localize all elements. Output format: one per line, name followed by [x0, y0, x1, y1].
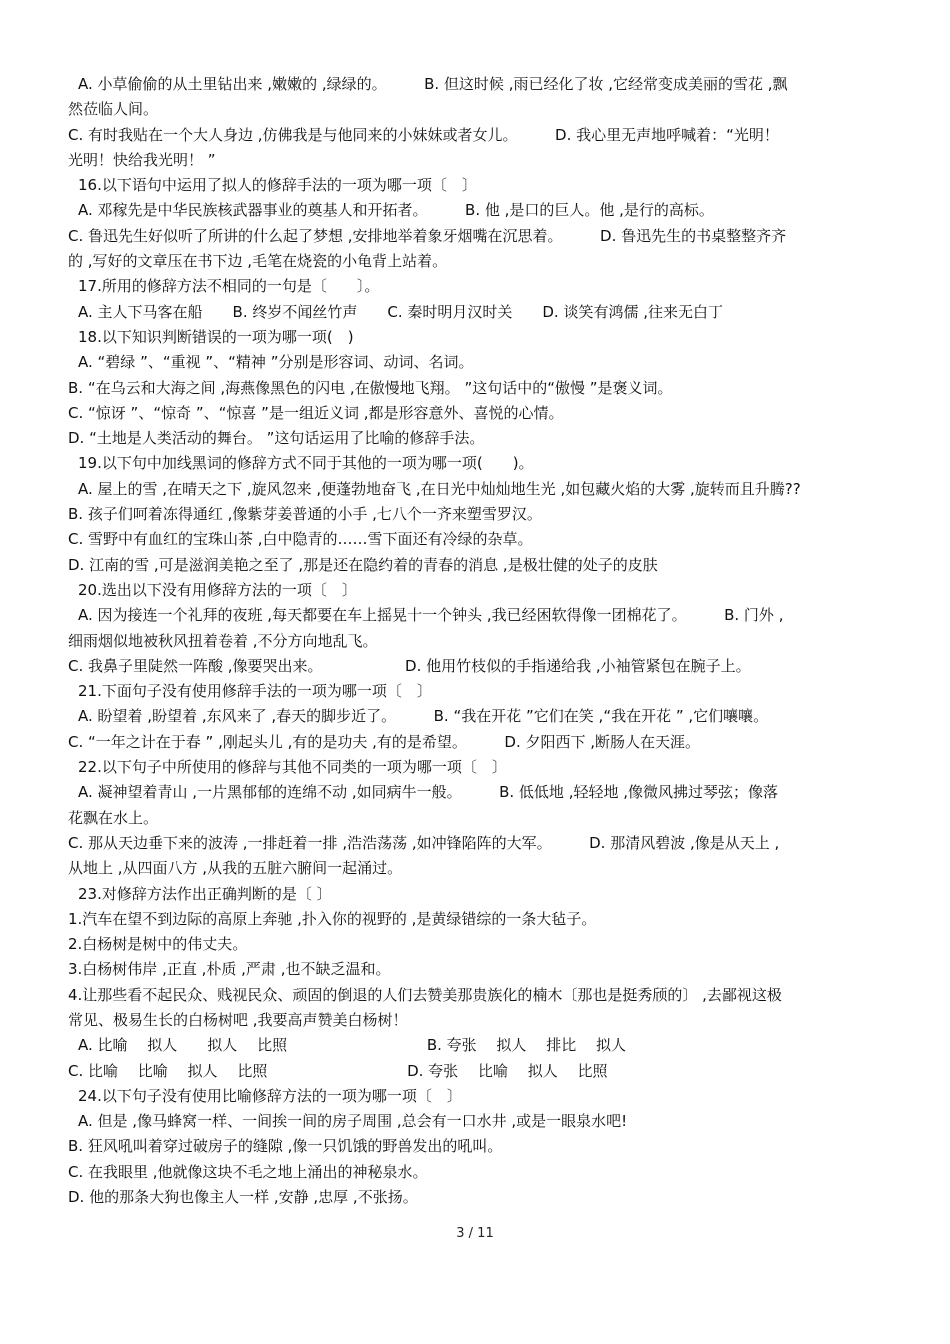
text-line: 1.汽车在望不到边际的高原上奔驰 ,扑入你的视野的 ,是黄绿错综的一条大毡子。 [68, 909, 597, 928]
text-line: 23.对修辞方法作出正确判断的是〔 〕 [78, 884, 332, 903]
text-line: 常见、极易生长的白杨树吧 ,我要高声赞美白杨树！ [68, 1010, 408, 1029]
text-line: A. “碧绿 ”、“重视 ”、“精神 ”分别是形容词、动词、名词。 [78, 353, 474, 372]
text-line: 光明！快给我光明！ ” [68, 150, 216, 169]
text-line: C. 比喻 比喻 拟人 比照 D. 夸张 比喻 拟人 比照 [68, 1061, 608, 1080]
text-line: 的 ,写好的文章压在书下边 ,毛笔在烧瓷的小龟背上站着。 [68, 252, 448, 271]
text-line: 4.让那些看不起民众、贱视民众、顽固的倒退的人们去赞美那贵族化的楠木〔那也是挺秀颀的〕 ,去鄙视这极 [68, 985, 782, 1004]
text-line: 21.下面句子没有使用修辞手法的一项为哪一项〔 〕 [78, 682, 432, 701]
page-number: 3 / 11 [456, 1226, 494, 1241]
text-line: 24.以下句子没有使用比喻修辞方法的一项为哪一项〔 〕 [78, 1086, 462, 1105]
text-line: 18.以下知识判断错误的一项为哪一项( ) [78, 327, 354, 346]
text-line: A. 比喻 拟人 拟人 比照 B. 夸张 拟人 排比 拟人 [78, 1036, 626, 1055]
document-body [68, 72, 888, 1210]
text-line: A. 因为接连一个礼拜的夜班 ,每天都要在车上摇晃十一个钟头 ,我已经困软得像一团棉花了。 B. 门外 , [78, 606, 784, 625]
text-line: A. 但是 ,像马蜂窝一样、一间挨一间的房子周围 ,总会有一口水井 ,或是一眼泉水吧! [78, 1112, 628, 1131]
text-line: D. “土地是人类活动的舞台。 ”这句话运用了比喻的修辞手法。 [68, 429, 485, 448]
text-line: A. 主人下马客在船 B. 终岁不闻丝竹声 C. 秦时明月汉时关 D. 谈笑有鸿儒 ,往来无白丁 [78, 302, 723, 321]
text-line: 花飘在水上。 [68, 808, 159, 827]
text-line: C. 有时我贴在一个大人身边 ,仿佛我是与他同来的小妹妹或者女儿。 D. 我心里无声地呼喊着：“光明！ [68, 125, 779, 144]
text-line: A. 盼望着 ,盼望着 ,东风来了 ,春天的脚步近了。 B. “我在开花 ”它们在笑 ,“我在开花 ” ,它们嚷嚷。 [78, 707, 769, 726]
text-line: D. 他的那条大狗也像主人一样 ,安静 ,忠厚 ,不张扬。 [68, 1188, 418, 1207]
text-line: 19.以下句中加线黑词的修辞方式不同于其他的一项为哪一项( )。 [78, 454, 534, 473]
text-line: 细雨烟似地被秋风扭着卷着 ,不分方向地乱飞。 [68, 631, 378, 650]
text-line: C. “惊讶 ”、“惊奇 ”、“惊喜 ”是一组近义词 ,都是形容意外、喜悦的心情。 [68, 403, 564, 422]
text-line: 17.所用的修辞方法不相同的一句是〔 〕。 [78, 277, 380, 296]
text-line: B. 孩子们呵着冻得通红 ,像紫芽姜普通的小手 ,七八个一齐来塑雪罗汉。 [68, 505, 542, 524]
text-line: 然莅临人间。 [68, 100, 159, 119]
text-line: 3.白杨树伟岸 ,正直 ,朴质 ,严肃 ,也不缺乏温和。 [68, 960, 391, 979]
text-line: 16.以下语句中运用了拟人的修辞手法的一项为哪一项〔 〕 [78, 176, 477, 195]
text-line: C. 那从天边垂下来的波涛 ,一排赶着一排 ,浩浩荡荡 ,如冲锋陷阵的大军。 D. 那清风碧波 ,像是从天上 , [68, 833, 780, 852]
text-line: A. 邓稼先是中华民族核武器事业的奠基人和开拓者。 B. 他 ,是口的巨人。他 ,是行的高标。 [78, 201, 714, 220]
text-line: C. “一年之计在于春 ” ,刚起头儿 ,有的是功夫 ,有的是希望。 D. 夕阳西下 ,断肠人在天涯。 [68, 732, 701, 751]
text-line: B. “在乌云和大海之间 ,海燕像黑色的闪电 ,在傲慢地飞翔。 ”这句话中的“傲慢 ”是褒义词。 [68, 378, 673, 397]
text-line: A. 小草偷偷的从土里钻出来 ,嫩嫩的 ,绿绿的。 B. 但这时候 ,雨已经化了妆 ,它经常变成美丽的雪花 ,飘 [78, 75, 788, 93]
text-line: C. 我鼻子里陡然一阵酸 ,像要哭出来。 D. 他用竹枝似的手指递给我 ,小袖管紧包在腕子上。 [68, 656, 751, 675]
text-line: C. 在我眼里 ,他就像这块不毛之地上涌出的神秘泉水。 [68, 1162, 428, 1181]
text-line: A. 屋上的雪 ,在晴天之下 ,旋风忽来 ,便蓬勃地奋飞 ,在日光中灿灿地生光 ,如包藏火焰的大雾 ,旋转而且升腾?? [78, 479, 801, 498]
text-line: B. 狂风吼叫着穿过破房子的缝隙 ,像一只饥饿的野兽发出的吼叫。 [68, 1137, 503, 1156]
text-line: A. 凝神望着青山 ,一片黑郁郁的连绵不动 ,如同病牛一般。 B. 低低地 ,轻轻地 ,像微风拂过琴弦；像落 [78, 783, 779, 802]
text-line: C. 雪野中有血红的宝珠山茶 ,白中隐青的……雪下面还有冷绿的杂草。 [68, 530, 533, 549]
text-line: 22.以下句子中所使用的修辞与其他不同类的一项为哪一项〔 〕 [78, 758, 507, 777]
text-line: C. 鲁迅先生好似听了所讲的什么起了梦想 ,安排地举着象牙烟嘴在沉思着。 D. 鲁迅先生的书桌整整齐齐 [68, 226, 787, 245]
text-line: 从地上 ,从四面八方 ,从我的五脏六腑间一起涌过。 [68, 859, 403, 878]
text-line: D. 江南的雪 ,可是滋润美艳之至了 ,那是还在隐约着的青春的消息 ,是极壮健的处子的皮肤 [68, 555, 658, 574]
text-line: 2.白杨树是树中的伟丈夫。 [68, 935, 248, 954]
text-line: 20.选出以下没有用修辞方法的一项〔 〕 [78, 580, 357, 599]
